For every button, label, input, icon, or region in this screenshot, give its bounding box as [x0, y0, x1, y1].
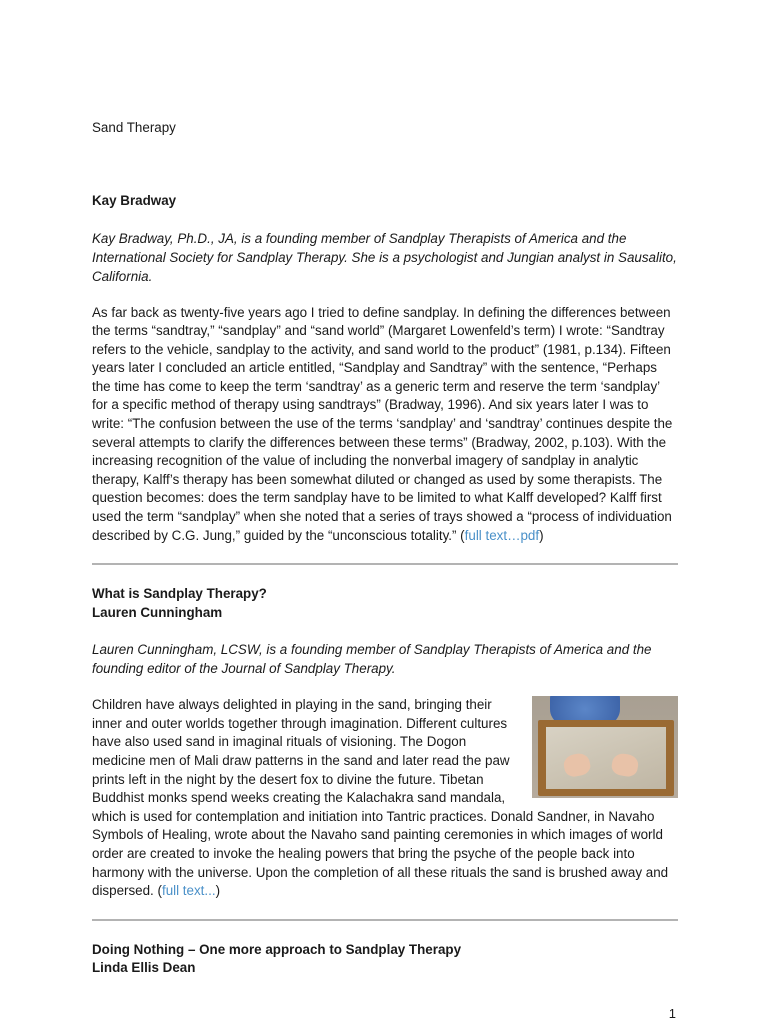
- closing-paren: ): [215, 883, 221, 899]
- full-text-link[interactable]: full text...: [161, 883, 216, 899]
- spacer: [92, 137, 678, 192]
- section-author: Linda Ellis Dean: [92, 960, 196, 976]
- document-page: [92, 118, 678, 978]
- section-heading: Doing Nothing – One more approach to Sandplay Therapy: [92, 941, 462, 957]
- article-excerpt-with-photo: [92, 696, 678, 901]
- excerpt-text: Children have always delighted in playing in the sand, bringing their inner and outer worlds together through imagination. Different cultures have also used sand in imaginal rituals of visioning. The Dogon medicine men of Mali draw patterns in the sand and later read the paw prints left in the night by the desert fox to divine the future. Tibetan Buddhist monks spend weeks creating the Kalachakra sand mandala, which is used for contemplation and initiation into Tantric practices. Donald Sandner, in Navaho Symbols of Healing, wrote about the Navaho sand painting ceremonies in which images of world order are created to invoke the healing powers that bring the psyche of the people back into harmony with the universe. Upon the completion of all these rituals the sand is brushed away and dispersed. (: [92, 697, 669, 899]
- author-bio: Lauren Cunningham, LCSW, is a founding member of Sandplay Therapists of America and the founding editor of the Journal of Sandplay Therapy.: [92, 642, 652, 677]
- sandtray-photo: [532, 696, 678, 798]
- section-heading: Kay Bradway: [92, 193, 177, 208]
- full-text-pdf-link[interactable]: full text…pdf: [464, 527, 540, 543]
- section-linda-ellis-dean: [92, 941, 678, 978]
- document-title: Sand Therapy: [92, 120, 176, 135]
- section-author: Lauren Cunningham: [92, 604, 223, 620]
- excerpt-text: As far back as twenty-five years ago I tried to define sandplay. In defining the differences between the terms “sandtray,” “sandplay” and “sand world” (Margaret Lowenfeld’s term) I wrote: “Sandtray refers to the vehicle, sandplay to the activity, and sand world to the product” (1981, p.134). Fifteen years later I concluded an article entitled, “Sandplay and Sandtray” with the sentence, “Perhaps the time has come to keep the term ‘sandtray’ as a generic term and reserve the term ‘sandplay’ for a specific method of therapy using sandtrays” (Bradway, 1996). And six years later I was to write: “The confusion between the use of the terms ‘sandplay’ and ‘sandtray’ continues despite the several attempts to clarify the differences between these terms” (Bradway, 2002, p.103). With the increasing recognition of the value of including the nonverbal imagery of sandplay in analytic therapy, Kalff’s therapy has been somewhat diluted or changed as used by some therapists. The question becomes: does the term sandplay have to be limited to what Kalff developed? Kalff first used the term “sandplay” when she noted that a series of trays showed a “process of individuation described by C.G. Jung,” guided by the “unconscious totality.” (: [92, 304, 673, 543]
- author-bio: Kay Bradway, Ph.D., JA, is a founding member of Sandplay Therapists of America and the International Society for Sandplay Therapy. She is a psychologist and Jungian analyst in Sausalito, California.: [92, 230, 677, 284]
- page-number: 1: [668, 1006, 676, 1021]
- section-kay-bradway: [92, 192, 678, 545]
- section-heading: What is Sandplay Therapy?: [92, 586, 267, 602]
- article-excerpt: [92, 304, 678, 546]
- closing-paren: ): [539, 527, 544, 543]
- section-lauren-cunningham: [92, 585, 678, 901]
